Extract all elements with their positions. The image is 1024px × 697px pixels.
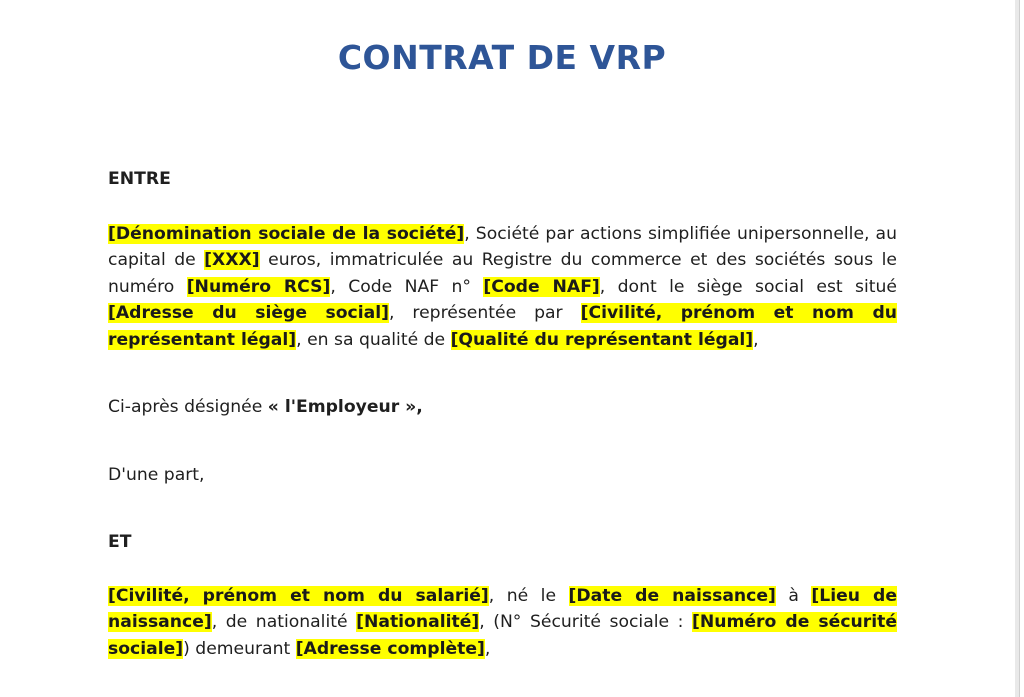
field-nationality: [Nationalité] (356, 612, 480, 632)
field-birth-date: [Date de naissance] (568, 585, 776, 606)
field-rcs-number: [Numéro RCS] (186, 276, 331, 297)
field-birth-place: [Lieu de naissance] (108, 585, 897, 632)
text-segment: , de nationalité (211, 612, 357, 632)
field-social-security-number: [Numéro de sécurité sociale] (108, 612, 897, 659)
text-segment: , Société par actions simplifiée unipersonnelle, au capital de (108, 223, 897, 270)
field-head-office-address: [Adresse du siège social] (108, 303, 389, 323)
text-segment: , (484, 638, 491, 659)
document-body (108, 166, 897, 662)
document-title: CONTRAT DE VRP (337, 38, 667, 77)
text-segment: à (775, 585, 812, 606)
heading-et: ET (108, 532, 132, 552)
employer-paragraph (108, 221, 897, 354)
page-edge (1015, 0, 1019, 697)
field-representative-role: [Qualité du représentant légal] (450, 329, 754, 350)
text-segment: , Code NAF n° (330, 276, 484, 297)
text-segment: , dont le siège social est situé (599, 276, 897, 297)
first-party-line: D'une part, (108, 464, 205, 485)
field-full-address: [Adresse complète] (295, 638, 485, 659)
employer-designation (108, 394, 897, 421)
employer-label: « l'Employeur », (267, 397, 423, 417)
text-segment: Ci-après désignée (108, 397, 268, 417)
text-segment: ) demeurant (183, 638, 296, 659)
heading-entre: ENTRE (108, 169, 171, 189)
field-capital: [XXX] (204, 250, 260, 270)
text-segment: , (N° Sécurité sociale : (479, 612, 692, 632)
employee-paragraph (108, 583, 897, 663)
field-company-name: [Dénomination sociale de la société] (108, 223, 465, 244)
text-segment: , né le (488, 585, 569, 606)
field-naf-code: [Code NAF] (483, 276, 600, 297)
field-legal-representative: [Civilité, prénom et nom du représentant légal] (108, 303, 897, 350)
field-employee-name: [Civilité, prénom et nom du salarié] (108, 585, 489, 606)
text-segment: , représentée par (388, 303, 581, 323)
text-segment: , en sa qualité de (296, 329, 451, 350)
text-segment: , (753, 329, 759, 350)
text-segment: euros, immatriculée au Registre du commerce et des sociétés sous le numéro (108, 250, 897, 297)
